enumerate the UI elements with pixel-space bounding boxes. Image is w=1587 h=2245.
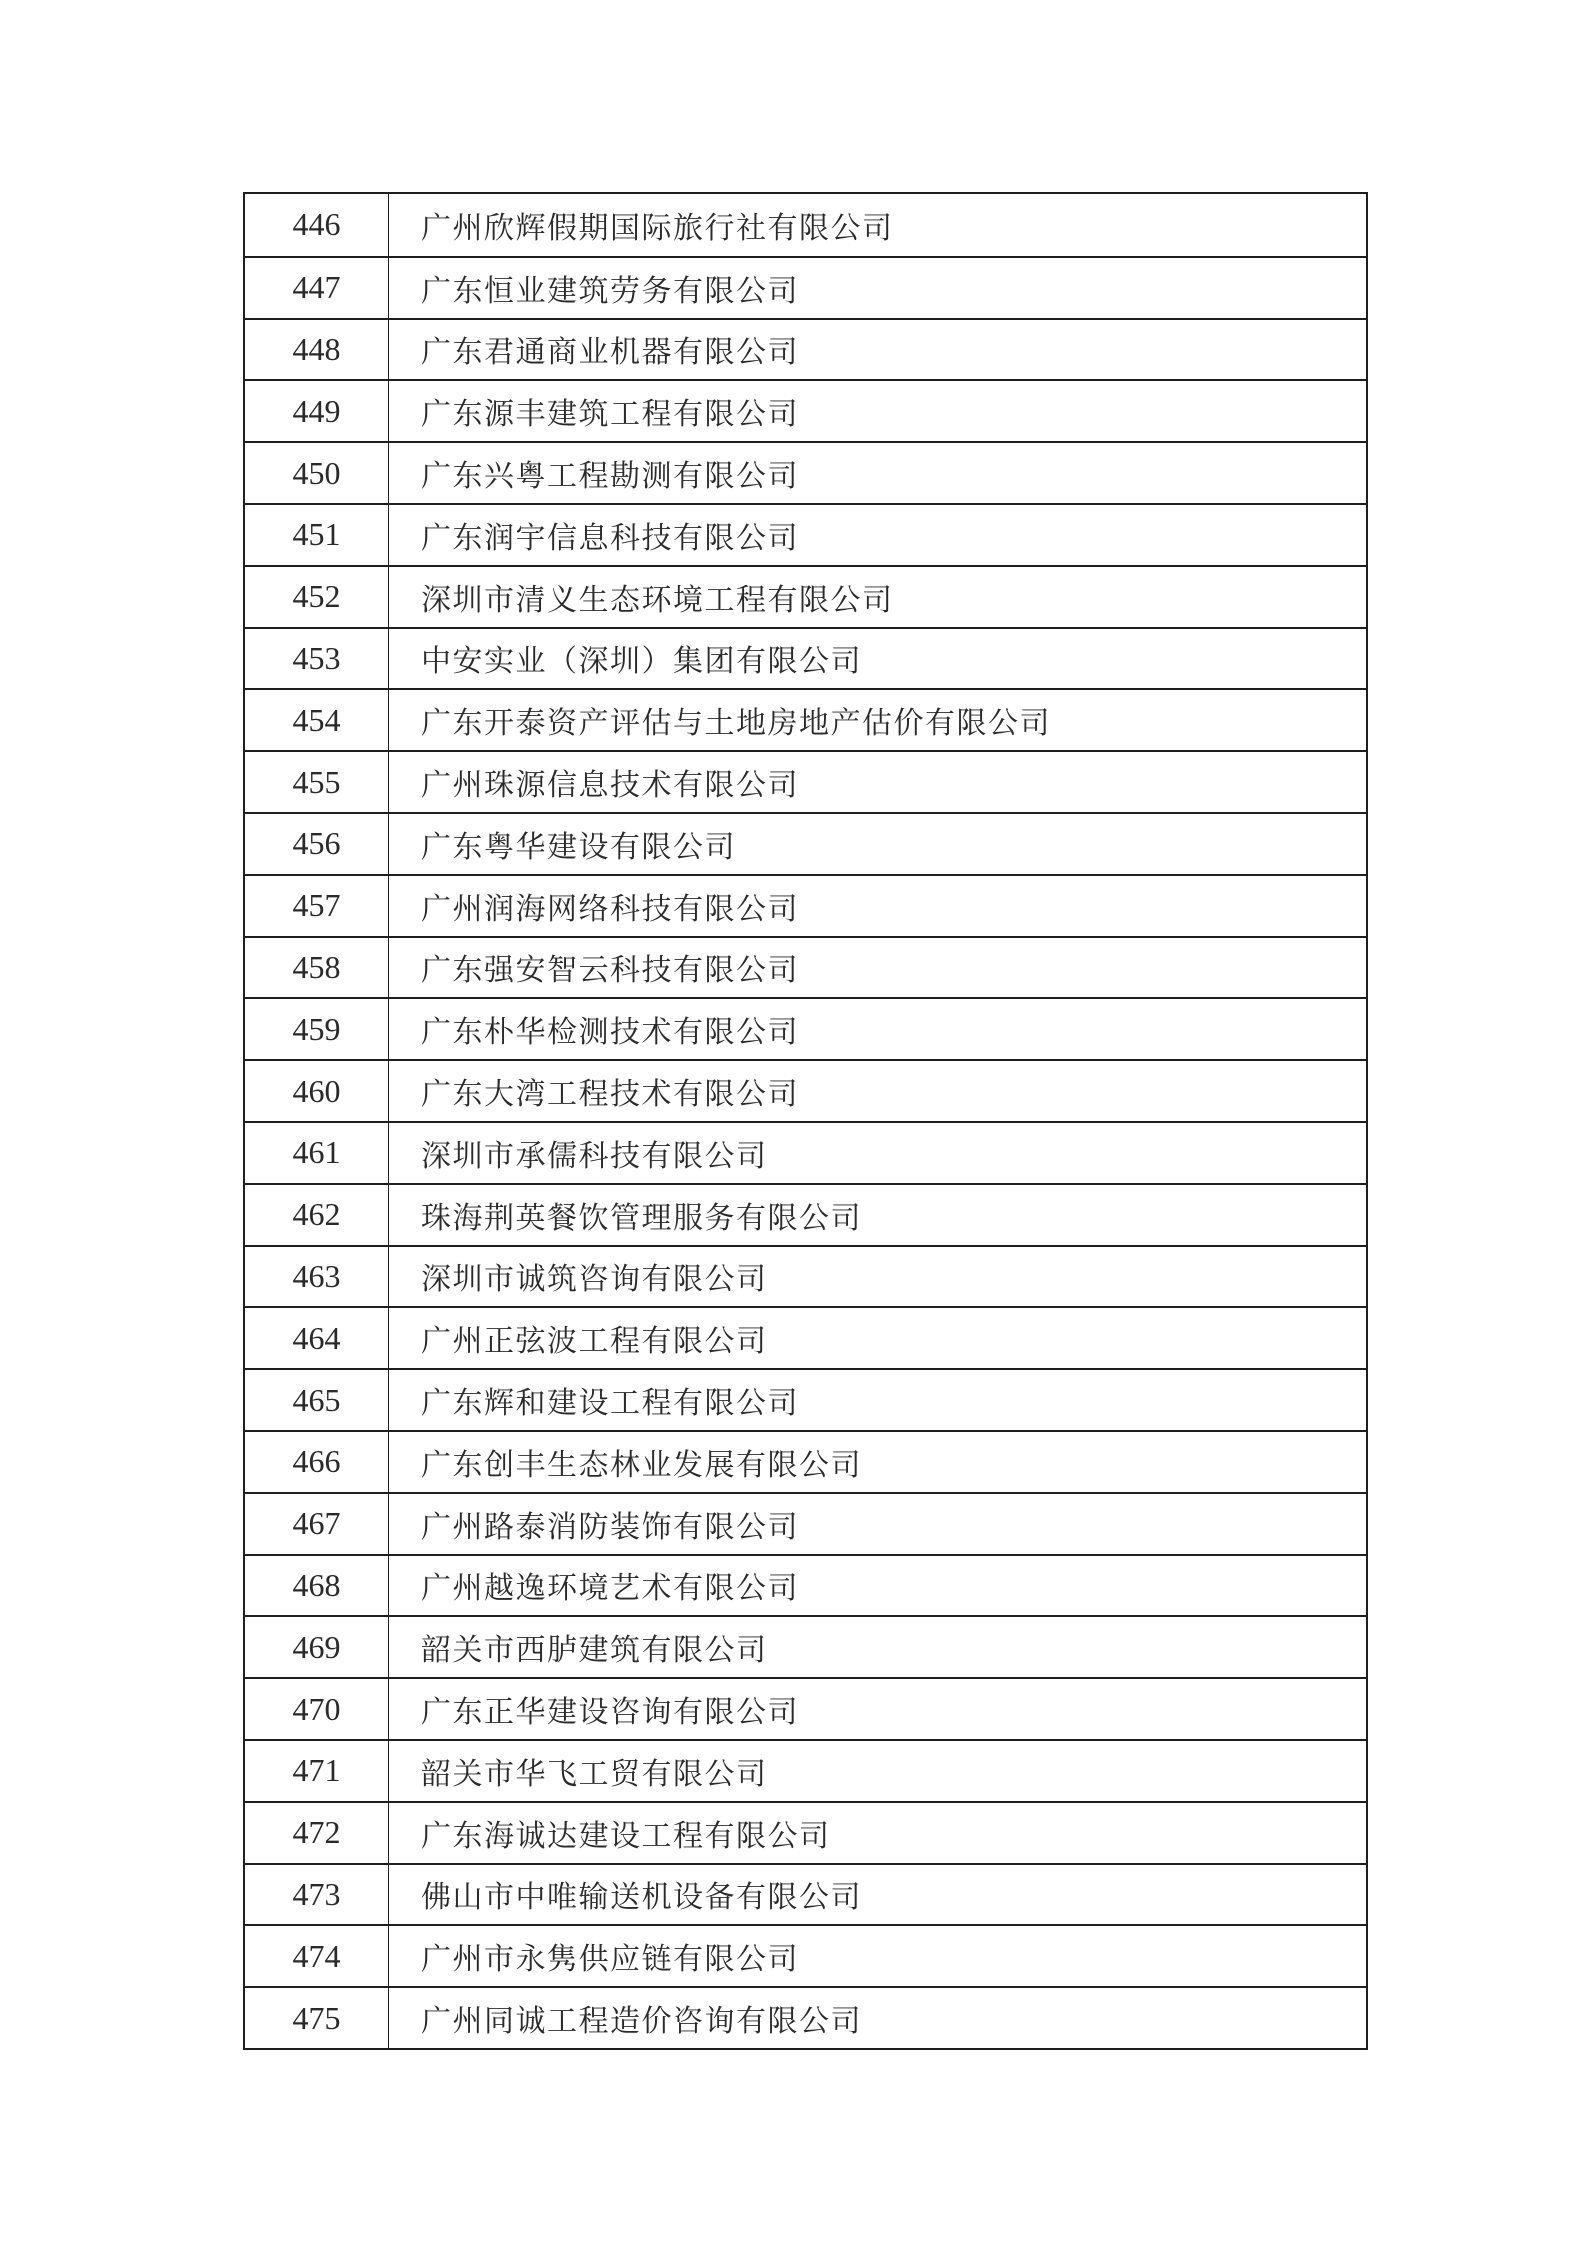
company-name: 广州越逸环境艺术有限公司 — [421, 1572, 799, 1606]
table-row — [245, 750, 1366, 812]
row-number: 470 — [245, 1679, 389, 1739]
table-row — [245, 1368, 1366, 1430]
row-number: 448 — [245, 320, 389, 380]
row-number: 459 — [245, 999, 389, 1059]
row-number: 457 — [245, 876, 389, 936]
company-name: 广东创丰生态林业发展有限公司 — [421, 1448, 862, 1482]
company-name: 广东兴粤工程勘测有限公司 — [421, 460, 799, 494]
table-row — [245, 194, 1366, 256]
company-table — [243, 192, 1368, 2050]
table-row — [245, 379, 1366, 441]
table-row — [245, 256, 1366, 318]
company-name: 韶关市华飞工贸有限公司 — [421, 1757, 768, 1791]
table-row — [245, 1615, 1366, 1677]
company-name: 广东海诚达建设工程有限公司 — [421, 1819, 831, 1853]
table-row — [245, 1306, 1366, 1368]
company-name: 广州路泰消防装饰有限公司 — [421, 1510, 799, 1544]
table-row — [245, 1863, 1366, 1925]
table-row — [245, 997, 1366, 1059]
company-name: 广东强安智云科技有限公司 — [421, 954, 799, 988]
row-number: 461 — [245, 1123, 389, 1183]
row-number: 475 — [245, 1988, 389, 2048]
row-number: 467 — [245, 1494, 389, 1554]
row-number: 474 — [245, 1926, 389, 1986]
row-number: 455 — [245, 752, 389, 812]
row-number: 464 — [245, 1308, 389, 1368]
row-number: 451 — [245, 505, 389, 565]
row-number: 466 — [245, 1432, 389, 1492]
company-name: 广东开泰资产评估与土地房地产估价有限公司 — [421, 707, 1051, 741]
table-row — [245, 627, 1366, 689]
company-name: 广州同诚工程造价咨询有限公司 — [421, 2005, 862, 2038]
company-name: 广州正弦波工程有限公司 — [421, 1325, 768, 1359]
table-row — [245, 1059, 1366, 1121]
table-row — [245, 874, 1366, 936]
table-row — [245, 1245, 1366, 1307]
row-number: 460 — [245, 1061, 389, 1121]
row-number: 447 — [245, 258, 389, 318]
company-name: 广东君通商业机器有限公司 — [421, 336, 799, 370]
row-number: 446 — [245, 194, 389, 256]
row-number: 453 — [245, 629, 389, 689]
company-name: 广东源丰建筑工程有限公司 — [421, 398, 799, 432]
company-name: 广东朴华检测技术有限公司 — [421, 1016, 799, 1050]
table-row — [245, 1677, 1366, 1739]
company-name: 广东正华建设咨询有限公司 — [421, 1696, 799, 1730]
table-row — [245, 1924, 1366, 1986]
table-row — [245, 688, 1366, 750]
row-number: 454 — [245, 690, 389, 750]
table-row — [245, 1430, 1366, 1492]
company-name: 深圳市清义生态环境工程有限公司 — [421, 583, 894, 617]
table-row — [245, 1986, 1366, 2048]
table-row — [245, 1121, 1366, 1183]
row-number: 450 — [245, 443, 389, 503]
row-number: 456 — [245, 814, 389, 874]
row-number: 472 — [245, 1803, 389, 1863]
table-row — [245, 936, 1366, 998]
table-row — [245, 441, 1366, 503]
company-name: 广州欣辉假期国际旅行社有限公司 — [421, 211, 894, 245]
company-name: 珠海荆英餐饮管理服务有限公司 — [421, 1201, 862, 1235]
company-name: 广东辉和建设工程有限公司 — [421, 1387, 799, 1421]
table-row — [245, 1554, 1366, 1616]
table-row — [245, 565, 1366, 627]
row-number: 473 — [245, 1865, 389, 1925]
company-name: 韶关市西胪建筑有限公司 — [421, 1634, 768, 1668]
row-number: 465 — [245, 1370, 389, 1430]
row-number: 458 — [245, 938, 389, 998]
company-name: 广东恒业建筑劳务有限公司 — [421, 274, 799, 308]
company-name: 深圳市诚筑咨询有限公司 — [421, 1263, 768, 1297]
company-name: 佛山市中唯输送机设备有限公司 — [421, 1881, 862, 1915]
row-number: 471 — [245, 1741, 389, 1801]
company-name: 广东大湾工程技术有限公司 — [421, 1078, 799, 1112]
row-number: 468 — [245, 1556, 389, 1616]
company-name: 广东粤华建设有限公司 — [421, 830, 736, 864]
row-number: 463 — [245, 1247, 389, 1307]
row-number: 452 — [245, 567, 389, 627]
table-row — [245, 1183, 1366, 1245]
company-name: 中安实业（深圳）集团有限公司 — [421, 645, 862, 679]
table-row — [245, 812, 1366, 874]
table-row — [245, 1492, 1366, 1554]
table-row — [245, 1739, 1366, 1801]
company-name: 广东润宇信息科技有限公司 — [421, 521, 799, 555]
row-number: 469 — [245, 1617, 389, 1677]
table-row — [245, 318, 1366, 380]
row-number: 462 — [245, 1185, 389, 1245]
company-name: 广州珠源信息技术有限公司 — [421, 769, 799, 803]
table-row — [245, 1801, 1366, 1863]
row-number: 449 — [245, 381, 389, 441]
company-name: 广州市永隽供应链有限公司 — [421, 1943, 799, 1977]
table-row — [245, 503, 1366, 565]
company-name: 深圳市承儒科技有限公司 — [421, 1139, 768, 1173]
company-name: 广州润海网络科技有限公司 — [421, 892, 799, 926]
